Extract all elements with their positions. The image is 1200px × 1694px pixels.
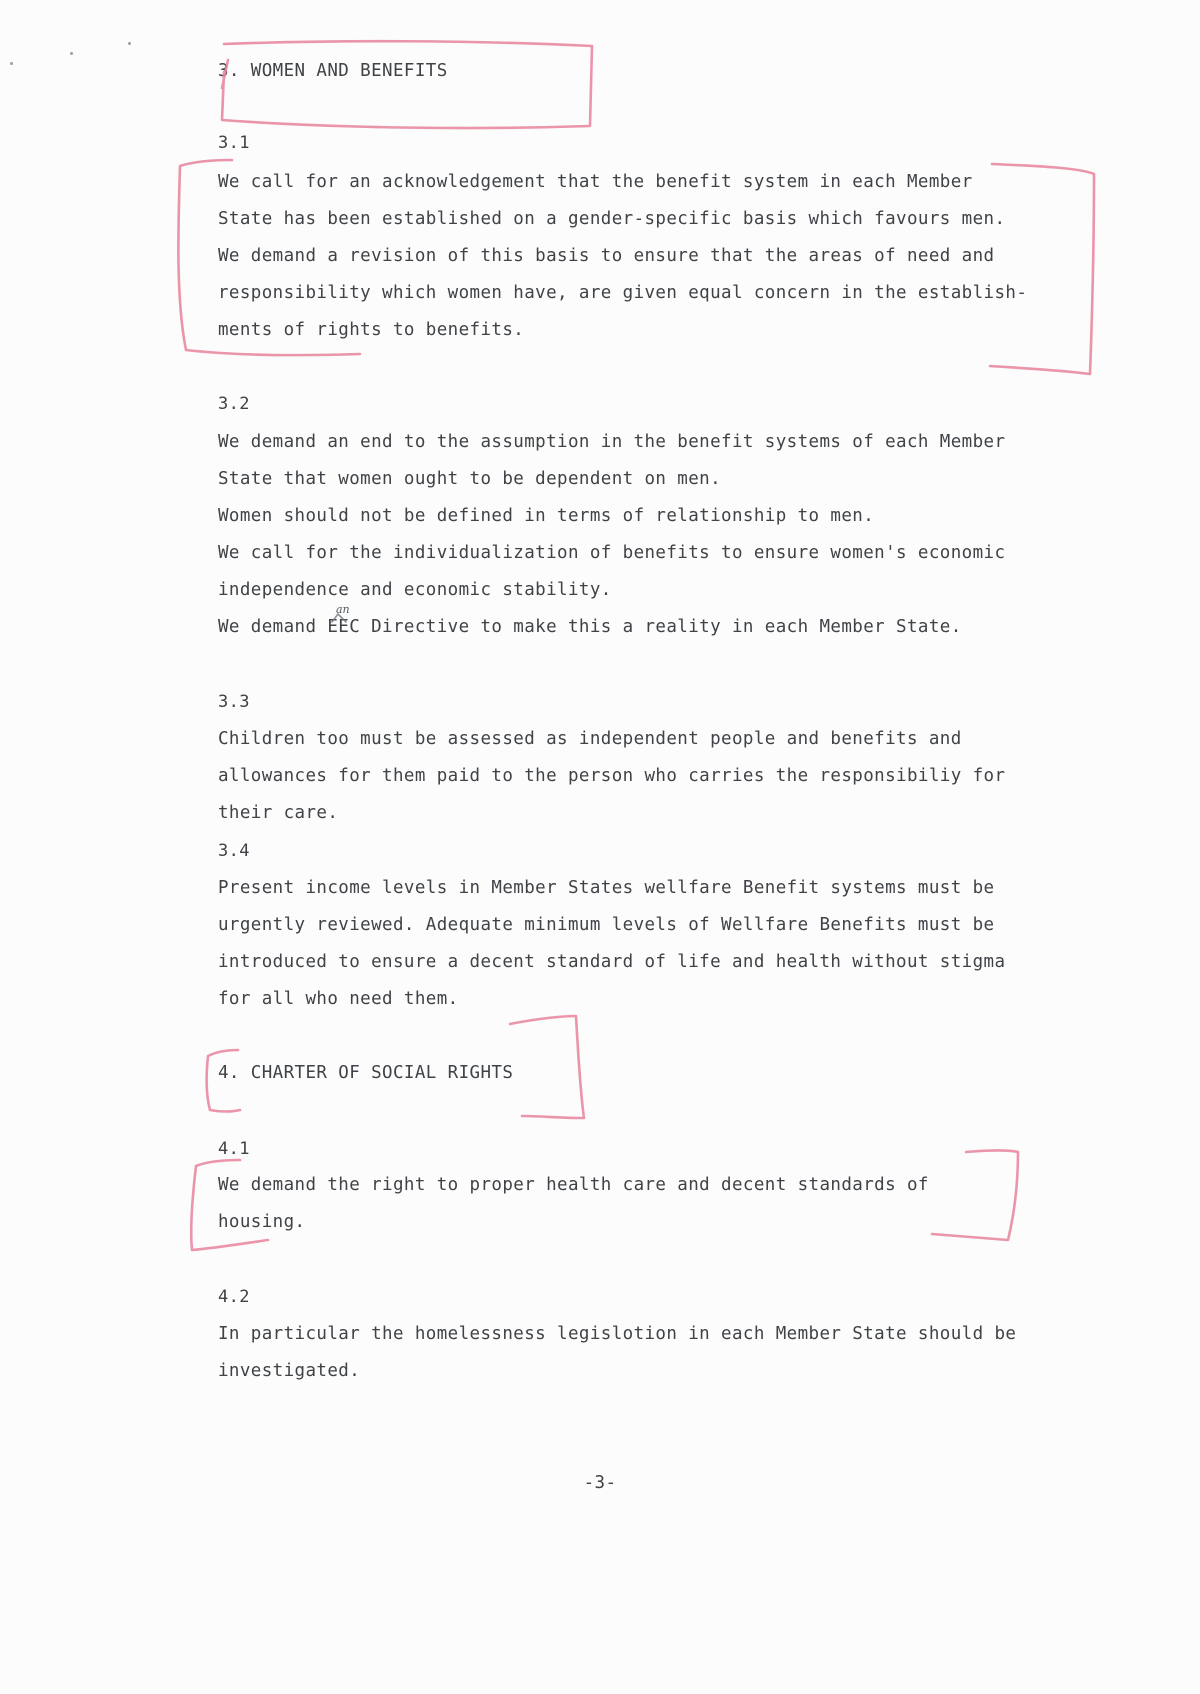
item-3-2-line: We demand an end to the assumption in the benefit systems of each Member xyxy=(218,432,1006,452)
item-4-2-line: In particular the homelessness legislotion in each Member State should be xyxy=(218,1324,1017,1344)
item-3-1-left-bracket xyxy=(178,160,360,355)
item-3-1-number: 3.1 xyxy=(218,133,250,153)
section-3-heading: 3. WOMEN AND BENEFITS xyxy=(218,61,448,81)
item-3-4-number: 3.4 xyxy=(218,841,250,861)
item-3-1-right-bracket xyxy=(990,164,1094,374)
item-3-1-line: We call for an acknowledgement that the benefit system in each Member xyxy=(218,172,973,192)
heading-3-box-mark xyxy=(222,41,592,128)
page-number: -3- xyxy=(583,1473,617,1493)
item-4-1-right-bracket xyxy=(932,1151,1018,1241)
item-3-4-line: urgently reviewed. Adequate minimum levels of Wellfare Benefits must be xyxy=(218,915,995,935)
item-4-1-line: housing. xyxy=(218,1212,306,1232)
item-3-3-line: their care. xyxy=(218,803,339,823)
item-4-2-line: investigated. xyxy=(218,1361,361,1381)
item-3-3-line: allowances for them paid to the person who carries the responsibiliy for xyxy=(218,766,1006,786)
item-3-3-number: 3.3 xyxy=(218,692,250,712)
section-4-heading: 4. CHARTER OF SOCIAL RIGHTS xyxy=(218,1063,514,1083)
item-4-1-line: We demand the right to proper health care and decent standards of xyxy=(218,1175,929,1195)
item-4-2-number: 4.2 xyxy=(218,1287,250,1307)
item-3-2-line: We call for the individualization of benefits to ensure women's economic xyxy=(218,543,1006,563)
item-3-3-line: Children too must be assessed as independent people and benefits and xyxy=(218,729,962,749)
item-3-2-line: State that women ought to be dependent on men. xyxy=(218,469,722,489)
item-3-2-line: We demand EEC Directive to make this a reality in each Member State. xyxy=(218,617,962,637)
heading-4-left-bracket xyxy=(207,1050,240,1112)
item-4-1-number: 4.1 xyxy=(218,1139,250,1159)
item-3-2-number: 3.2 xyxy=(218,394,250,414)
item-3-2-line: independence and economic stability. xyxy=(218,580,612,600)
handwritten-insert: an xyxy=(336,603,350,616)
item-3-1-line: State has been established on a gender-specific basis which favours men. xyxy=(218,209,1006,229)
item-4-1-left-bracket xyxy=(191,1160,268,1250)
item-3-4-line: for all who need them. xyxy=(218,989,459,1009)
heading-4-right-bracket xyxy=(510,1016,584,1118)
item-3-1-line: responsibility which women have, are given equal concern in the establish- xyxy=(218,283,1028,303)
item-3-4-line: introduced to ensure a decent standard of life and health without stigma xyxy=(218,952,1006,972)
item-3-1-line: We demand a revision of this basis to ensure that the areas of need and xyxy=(218,246,995,266)
item-3-4-line: Present income levels in Member States wellfare Benefit systems must be xyxy=(218,878,995,898)
item-3-2-line: Women should not be defined in terms of relationship to men. xyxy=(218,506,875,526)
item-3-1-line: ments of rights to benefits. xyxy=(218,320,525,340)
